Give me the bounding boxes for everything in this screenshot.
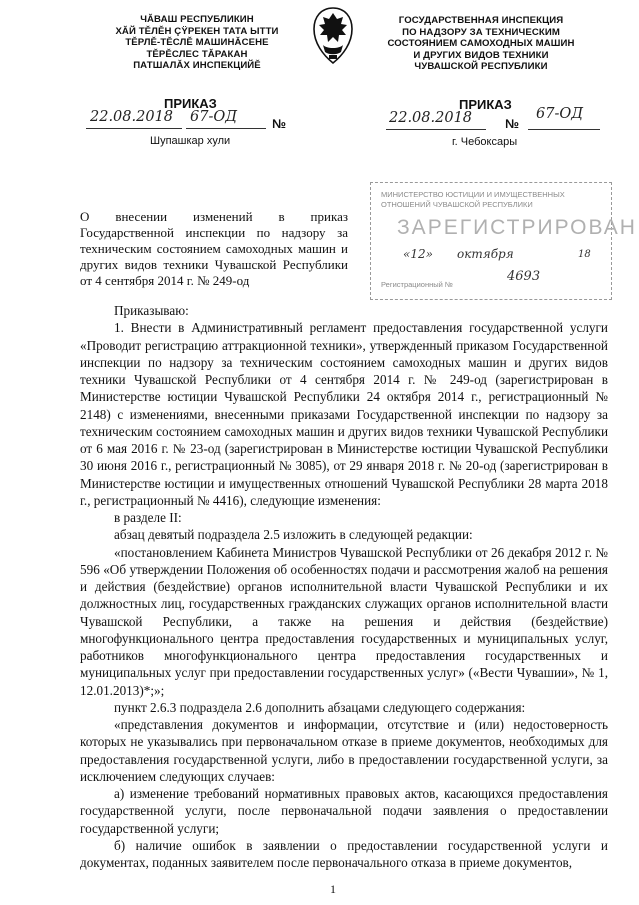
page-number: 1 [330, 882, 336, 896]
place-left: Шупашкар хули [150, 135, 231, 147]
header-right-line: ЧУВАШСКОЙ РЕСПУБЛИКИ [414, 61, 548, 72]
header-left-line: ТĚРĚСЛЕС ТĂРАКАН [146, 48, 248, 60]
body-paragraph: абзац девятый подраздела 2.5 изложить в следующей редакции: [114, 527, 473, 543]
order-title-right: ПРИКАЗ [459, 97, 512, 112]
body-paragraph: пункт 2.6.3 подраздела 2.6 дополнить абзацами следующего содержания: [114, 699, 526, 715]
number-underline-right [528, 129, 600, 130]
header-right-line: ПО НАДЗОРУ ЗА ТЕХНИЧЕСКИМ [402, 26, 560, 38]
body-paragraph: «представления документов и информации, отсутствие и (или) недостоверность которых не указывались при первоначальном отказе в приеме документов, необходимых для предоставления государственной услуги, либо в предоставлении государственной услуги, за исключением следующих случаев: [80, 717, 608, 784]
header-left-line: ЧĂВАШ РЕСПУБЛИКИН [140, 14, 254, 25]
stamp-ministry-line1: МИНИСТЕРСТВО ЮСТИЦИИ И ИМУЩЕСТВЕННЫХ [381, 190, 565, 199]
registration-stamp [370, 182, 637, 300]
header-right-russian [372, 15, 590, 73]
header-left-line: ПАТШАЛĂХ ИНСПЕКЦИЙĚ [133, 60, 261, 71]
order-number-left: 67-ОД [190, 109, 238, 125]
header-left-line: ТĚРЛĚ-ТĚСЛĚ МАШИНĂСЕНЕ [125, 37, 269, 48]
body-paragraph: в разделе II: [114, 510, 182, 525]
stamp-ministry-line2: ОТНОШЕНИЙ ЧУВАШСКОЙ РЕСПУБЛИКИ [381, 200, 533, 209]
order-date-right: 22.08.2018 [389, 110, 473, 126]
body-paragraph: б) наличие ошибок в заявлении о предоставлении государственной услуги и документах, поданных заявителем после первоначального отказа в приеме документов, [80, 837, 608, 870]
stamp-day: «12» [403, 247, 433, 261]
order-body [80, 302, 608, 871]
order-number-right: 67-ОД [536, 106, 584, 122]
date-underline-right [386, 129, 486, 130]
date-underline-left [86, 128, 182, 129]
header-left-line: ХĂЙ ТĚЛĚН ÇŸРЕКЕН ТАТА ЫТТИ [115, 25, 279, 37]
stamp-year: 18 [578, 249, 591, 260]
number-underline-left [186, 128, 266, 129]
header-right-line: ГОСУДАРСТВЕННАЯ ИНСПЕКЦИЯ [398, 15, 564, 26]
stamp-registered: ЗАРЕГИСТРИРОВАН [397, 216, 637, 239]
stamp-reg-number: 4693 [507, 269, 541, 284]
body-paragraph: Приказываю: [114, 303, 189, 318]
stamp-month: октября [457, 247, 514, 261]
body-paragraph: «постановлением Кабинета Министров Чувашской Республики от 26 декабря 2012 г. № 596 «Об утверждении Положения об особенностях подачи и рассмотрения жалоб на решения и действия (бездействие) органов исполнительной власти Чувашской Республики и их должностных лиц, государственных гражданских служащих органов исполнительной власти Чувашской Республики, а также на решения и действия (бездействие) многофункционального центра предоставления государственных и муниципальных услуг, работников многофункционального центра предоставления государственных и муниципальных услуг при предоставлении государственных услуг» («Вести Чувашии», № 1, 12.01.2013)*;»; [80, 544, 608, 698]
header-left-chuvash [112, 14, 282, 72]
chuvash-coat-of-arms-icon [309, 5, 357, 67]
order-subject: О внесении изменений в приказ Государственной инспекции по надзору за техническим состоянием самоходных машин и других видов техники Чувашской Республики от 4 сентября 2014 г. № 249-од [80, 209, 348, 288]
body-paragraph: 1. Внести в Административный регламент предоставления государственной услуги «Проводит регистрацию аттракционной техники», утвержденный приказом Государственной инспекции по надзору за техническим состоянием самоходных машин и других видов техники Чувашской Республики от 4 сентября 2014 г. № 249-од (зарегистрирован в Министерстве юстиции Чувашской Республики 24 октября 2014 г., регистрационный № 2148) с изменениями, внесенными приказами Государственной инспекции по надзору за техническим состоянием самоходных машин и других видов техники Чувашской Республики от 6 мая 2016 г. № 23-од (зарегистрирован в Министерстве юстиции Чувашской Республики 30 июня 2016 г., регистрационный № 3085), от 29 января 2018 г. № 20-од (зарегистрирован в Министерстве юстиции и имущественных отношений Чувашской Республики 28 марта 2018 г., регистрационный № 4416), следующие изменения: [80, 320, 608, 508]
order-date-left: 22.08.2018 [90, 109, 174, 125]
stamp-reg-label: Регистрационный № [381, 280, 453, 289]
header-right-line: И ДРУГИХ ВИДОВ ТЕХНИКИ [413, 49, 549, 61]
header-right-line: СОСТОЯНИЕМ САМОХОДНЫХ МАШИН [387, 38, 575, 49]
order-title-left: ПРИКАЗ [164, 96, 217, 111]
number-sign-left: № [272, 117, 286, 131]
body-paragraph: а) изменение требований нормативных правовых актов, касающихся предоставления государственной услуги, после первоначальной подачи заявления о предоставлении государственной услуги; [80, 786, 608, 836]
number-sign-right: № [505, 117, 519, 131]
place-right: г. Чебоксары [452, 136, 518, 148]
